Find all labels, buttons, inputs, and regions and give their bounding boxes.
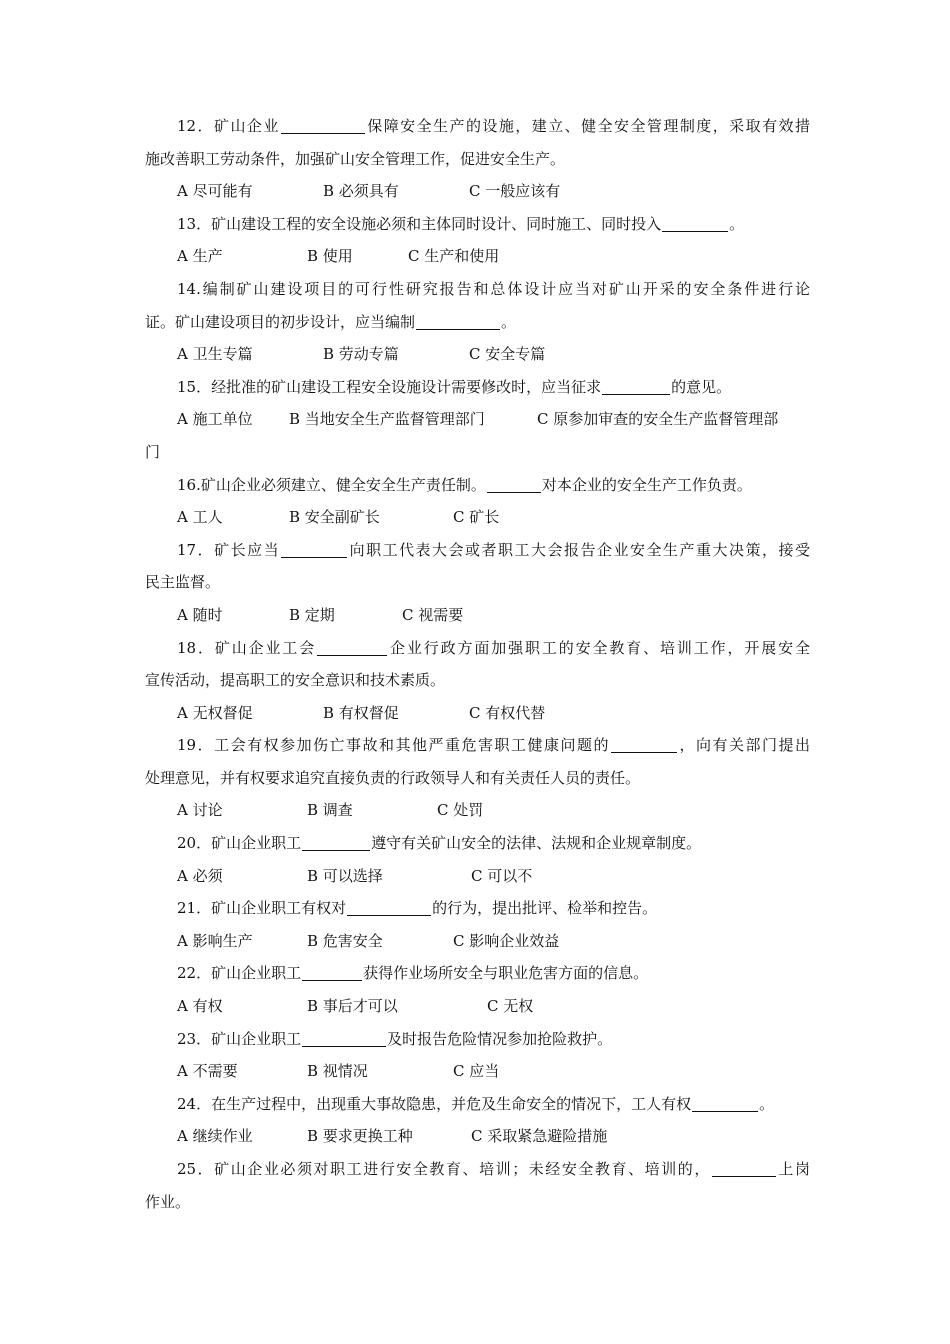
question-list xyxy=(145,110,810,1218)
option-c: C 有权代替 xyxy=(469,703,546,722)
answer-blank xyxy=(281,541,347,558)
question-16-options xyxy=(145,501,810,534)
question-14-options xyxy=(145,338,810,371)
question-22-options xyxy=(145,990,810,1023)
question-12-line-2: 施改善职工劳动条件，加强矿山安全管理工作，促进安全生产。 xyxy=(145,149,566,168)
answer-blank xyxy=(692,1095,758,1112)
question-17-line-2: 民主监督。 xyxy=(145,573,221,592)
option-a: A 不需要 xyxy=(177,1062,238,1081)
option-b: B 必须具有 xyxy=(323,182,399,201)
question-17-options xyxy=(145,599,810,632)
question-14-line-1: 14.编制矿山建设项目的可行性研究报告和总体设计应当对矿山开采的安全条件进行论 xyxy=(177,279,810,298)
answer-blank xyxy=(302,964,362,981)
answer-blank xyxy=(611,736,677,753)
option-b: B 当地安全生产监督管理部门 xyxy=(289,410,485,429)
option-a: A 卫生专篇 xyxy=(177,345,253,364)
option-c: C 视需要 xyxy=(402,605,464,624)
question-23-options xyxy=(145,1055,810,1088)
option-a: A 必须 xyxy=(177,866,223,885)
question-18-line-1: 18．矿山企业工会 企业行政方面加强职工的安全教育、培训工作，开展安全 xyxy=(177,638,810,657)
answer-blank xyxy=(662,215,728,232)
question-24-options xyxy=(145,1120,810,1153)
option-a: A 影响生产 xyxy=(177,931,253,950)
question-24-line-1: 24．在生产过程中，出现重大事故隐患，并危及生命安全的情况下，工人有权 。 xyxy=(177,1094,775,1113)
question-20-options xyxy=(145,860,810,893)
answer-blank xyxy=(317,639,387,656)
option-c: C 处罚 xyxy=(437,801,484,820)
option-c: C 安全专篇 xyxy=(469,345,546,364)
option-b: B 要求更换工种 xyxy=(307,1127,413,1146)
question-16-line-1: 16.矿山企业必须建立、健全安全生产责任制。 对本企业的安全生产工作负责。 xyxy=(177,475,752,494)
question-15-line-1: 15．经批准的矿山建设工程安全设施设计需要修改时，应当征求 的意见。 xyxy=(177,377,732,396)
question-22-line-1: 22．矿山企业职工 获得作业场所安全与职业危害方面的信息。 xyxy=(177,964,649,983)
question-13-line-1: 13．矿山建设工程的安全设施必须和主体同时设计、同时施工、同时投入 。 xyxy=(177,214,745,233)
option-a: A 随时 xyxy=(177,605,223,624)
option-c: C 原参加审查的安全生产监督管理部 xyxy=(537,410,779,429)
question-15-options-wrap: 门 xyxy=(145,442,161,461)
question-21-line-1: 21．矿山企业职工有权对 的行为，提出批评、检举和控告。 xyxy=(177,899,658,918)
question-13-options xyxy=(145,240,810,273)
answer-blank xyxy=(281,117,365,134)
option-c: C 采取紧急避险措施 xyxy=(471,1127,608,1146)
option-b: B 事后才可以 xyxy=(307,997,398,1016)
answer-blank xyxy=(602,378,670,395)
option-c: C 应当 xyxy=(453,1062,500,1081)
question-21-options xyxy=(145,925,810,958)
option-c: C 无权 xyxy=(487,997,534,1016)
answer-blank xyxy=(712,1160,776,1177)
question-23-line-1: 23．矿山企业职工 及时报告危险情况参加抢险救护。 xyxy=(177,1029,613,1048)
question-19-line-2: 处理意见，并有权要求追究直接负责的行政领导人和有关责任人员的责任。 xyxy=(145,768,641,787)
option-c: C 生产和使用 xyxy=(408,247,500,266)
option-b: B 视情况 xyxy=(307,1062,368,1081)
option-a: A 生产 xyxy=(177,247,223,266)
question-19-options xyxy=(145,794,810,827)
answer-blank xyxy=(487,476,541,493)
question-20-line-1: 20．矿山企业职工 遵守有关矿山安全的法律、法规和企业规章制度。 xyxy=(177,834,702,853)
option-b: B 使用 xyxy=(307,247,353,266)
question-17-line-1: 17．矿长应当 向职工代表大会或者职工大会报告企业安全生产重大决策，接受 xyxy=(177,540,810,559)
option-c: C 矿长 xyxy=(453,508,500,527)
option-a: A 无权督促 xyxy=(177,703,253,722)
question-15-options xyxy=(145,403,810,436)
question-18-options xyxy=(145,697,810,730)
option-c: C 可以不 xyxy=(471,866,533,885)
option-a: A 尽可能有 xyxy=(177,182,253,201)
option-a: A 有权 xyxy=(177,997,223,1016)
option-b: B 有权督促 xyxy=(323,703,399,722)
option-b: B 安全副矿长 xyxy=(289,508,380,527)
question-12-options xyxy=(145,175,810,208)
question-18-line-2: 宣传活动，提高职工的安全意识和技术素质。 xyxy=(145,671,446,690)
option-a: A 施工单位 xyxy=(177,410,253,429)
question-25-line-1: 25．矿山企业必须对职工进行安全教育、培训；未经安全教育、培训的， 上岗 xyxy=(177,1160,810,1178)
option-c: C 一般应该有 xyxy=(469,182,561,201)
option-b: B 危害安全 xyxy=(307,931,383,950)
option-a: A 讨论 xyxy=(177,801,223,820)
option-a: A 工人 xyxy=(177,508,223,527)
option-b: B 调查 xyxy=(307,801,353,820)
option-a: A 继续作业 xyxy=(177,1127,253,1146)
question-14-line-2: 证。矿山建设项目的初步设计，应当编制 。 xyxy=(145,312,517,331)
option-c: C 影响企业效益 xyxy=(453,931,560,950)
question-25-line-2: 作业。 xyxy=(145,1192,191,1211)
question-12-line-1: 12．矿山企业 保障安全生产的设施，建立、健全安全管理制度，采取有效措 xyxy=(177,117,810,135)
answer-blank xyxy=(416,313,500,330)
option-b: B 可以选择 xyxy=(307,866,383,885)
answer-blank xyxy=(347,899,431,916)
answer-blank xyxy=(302,1030,386,1047)
option-b: B 定期 xyxy=(289,605,335,624)
answer-blank xyxy=(302,834,370,851)
question-19-line-1: 19．工会有权参加伤亡事故和其他严重危害职工健康问题的 ，向有关部门提出 xyxy=(177,736,810,755)
option-b: B 劳动专篇 xyxy=(323,345,399,364)
